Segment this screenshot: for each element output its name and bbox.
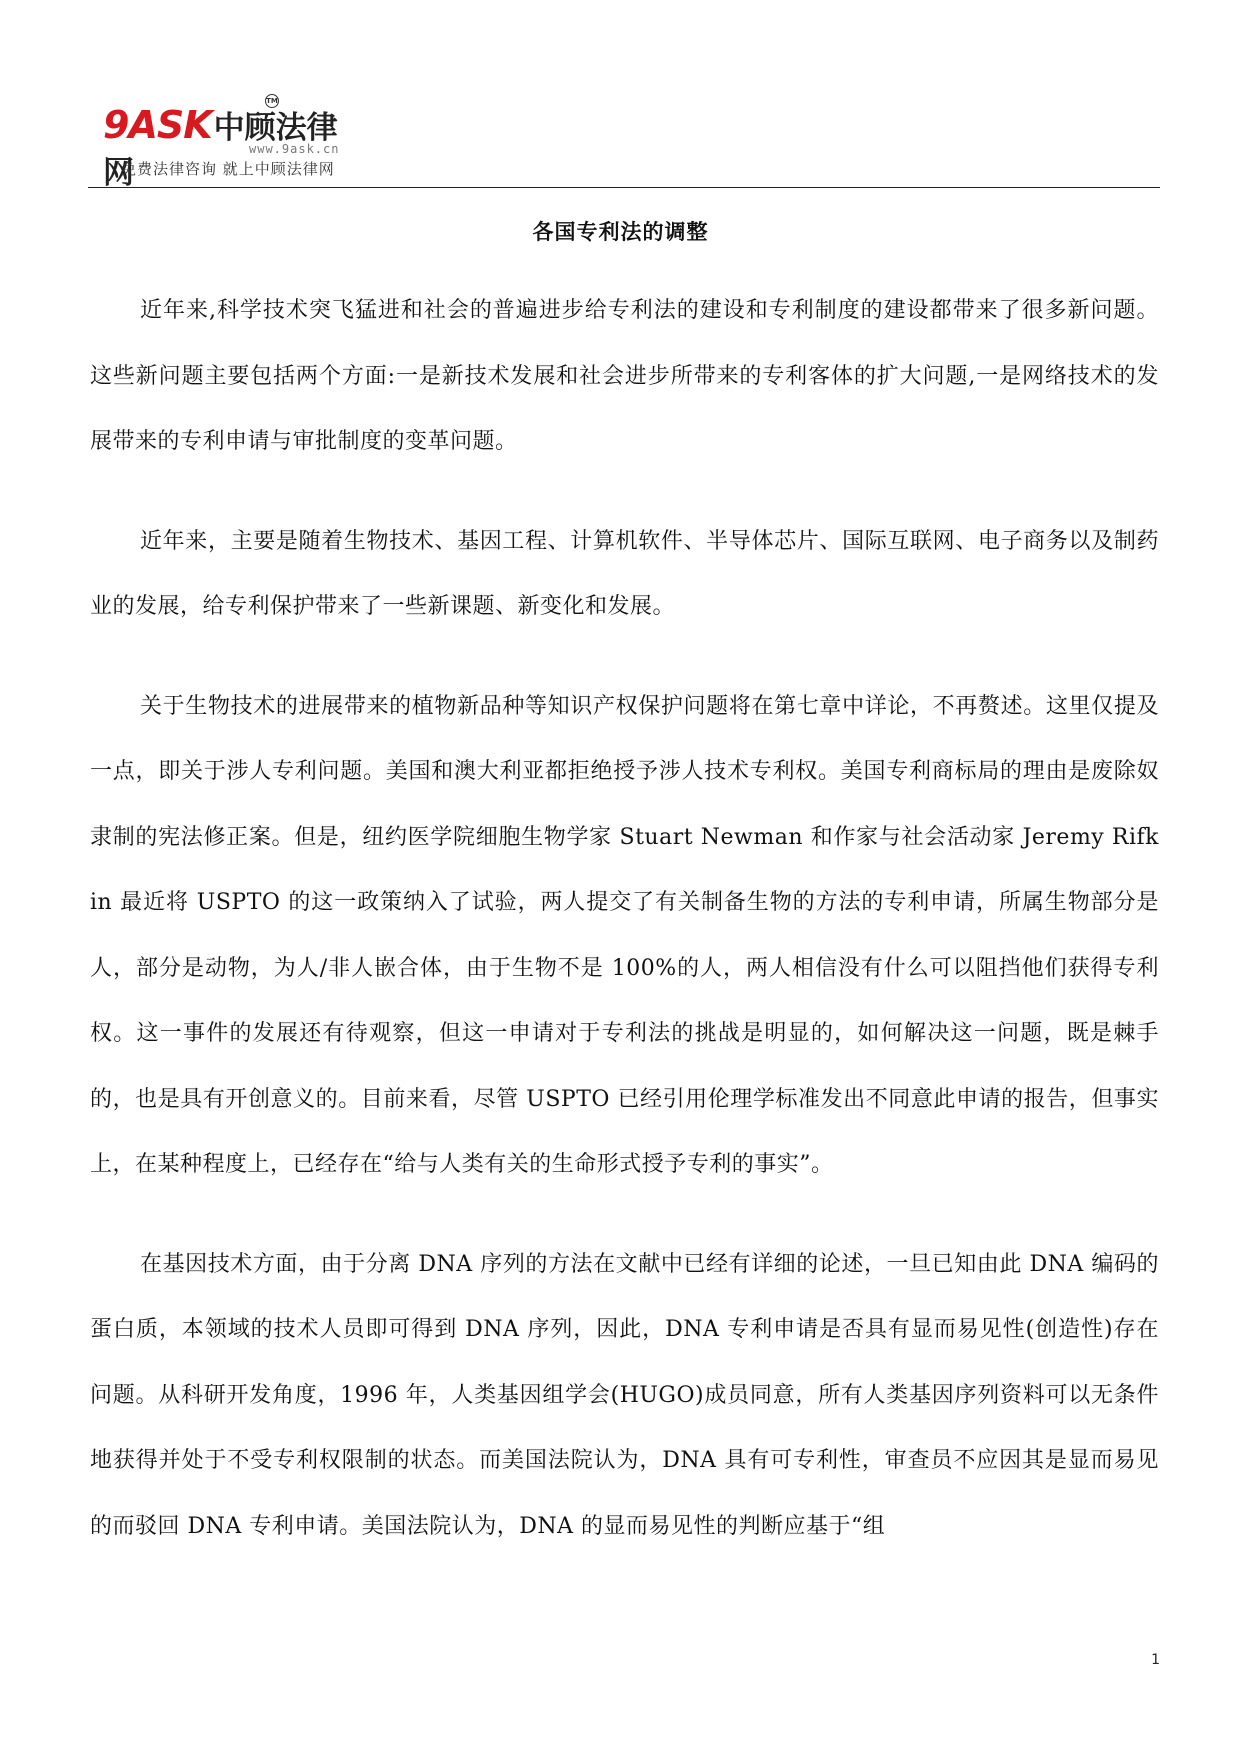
trademark-icon: TM xyxy=(265,94,279,108)
logo-url: www.9ask.cn xyxy=(249,142,340,156)
header-divider xyxy=(88,187,1160,188)
paragraph: 在基因技术方面，由于分离 DNA 序列的方法在文献中已经有详细的论述，一旦已知由此 DNA 编码的蛋白质，本领域的技术人员即可得到 DNA 序列，因此，DNA 专利申请是否具有显而易见性(创造性)存在问题。从科研开发角度，1996 年，人类基因组学会(HUGO)成员同意，所有人类基因序列资料可以无条件地获得并处于不受专利权限制的状态。而美国法院认为，DNA 具有可专利性，审查员不应因其是显而易见的而驳回 DNA 专利申请。美国法院认为，DNA 的显而易见性的判断应基于“组 xyxy=(90,1251,1159,1539)
logo-brand: 9ASK xyxy=(103,103,212,147)
paragraph: 关于生物技术的进展带来的植物新品种等知识产权保护问题将在第七章中详论，不再赘述。这里仅提及一点，即关于涉人专利问题。美国和澳大利亚都拒绝授予涉人技术专利权。美国专利商标局的理由是废除奴隶制的宪法修正案。但是，纽约医学院细胞生物学家 Stuart Newman 和作家与社会活动家 Jeremy Rifkin 最近将 USPTO 的这一政策纳入了试验，两人提交了有关制备生物的方法的专利申请，所属生物部分是人，部分是动物，为人/非人嵌合体，由于生物不是 100%的人，两人相信没有什么可以阻挡他们获得专利权。这一事件的发展还有待观察，但这一申请对于专利法的挑战是明显的，如何解决这一问题，既是棘手的，也是具有开创意义的。目前来看，尽管 USPTO 已经引用伦理学标准发出不同意此申请的报告，但事实上，在某种程度上，已经存在“给与人类有关的生命形式授予专利的事实”。 xyxy=(90,693,1159,1177)
page-header xyxy=(88,92,1160,191)
document-title: 各国专利法的调整 xyxy=(532,220,709,244)
logo-slogan: 免费法律咨询 就上中顾法律网 xyxy=(121,160,335,178)
site-logo[interactable] xyxy=(103,92,363,191)
document-body xyxy=(90,278,1159,1593)
page-number: 1 xyxy=(1151,1652,1160,1668)
logo-cn-name: 中顾法律网 xyxy=(103,110,338,191)
paragraph: 近年来,科学技术突飞猛进和社会的普遍进步给专利法的建设和专利制度的建设都带来了很多新问题。这些新问题主要包括两个方面:一是新技术发展和社会进步所带来的专利客体的扩大问题,一是网络技术的发展带来的专利申请与审批制度的变革问题。 xyxy=(90,298,1159,454)
paragraph: 近年来，主要是随着生物技术、基因工程、计算机软件、半导体芯片、国际互联网、电子商务以及制药业的发展，给专利保护带来了一些新课题、新变化和发展。 xyxy=(90,528,1159,619)
